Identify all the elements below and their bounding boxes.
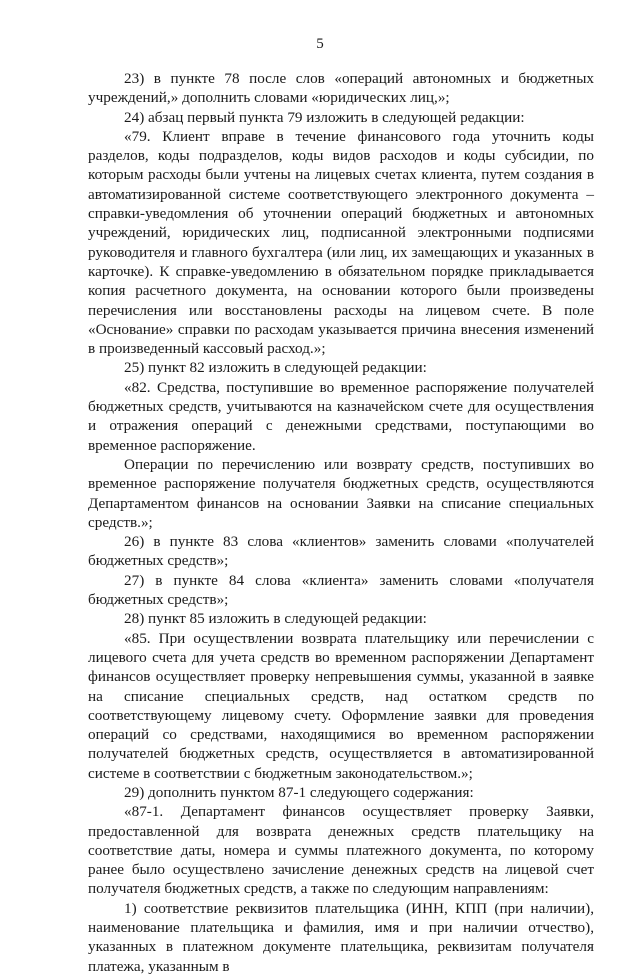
paragraph-clause-87-1: «87-1. Департамент финансов осуществляет проверку Заявки, предоставленной для возврата денежных средств плательщику на соответствие даты, номера и суммы платежного документа, по которому ранее было осуществлено зачисление денежных средств на лицевой счет получателя бюджетных средств, а также по следующим направлениям: [88,803,594,898]
paragraph-item-24: 24) абзац первый пункта 79 изложить в следующей редакции: [124,108,525,126]
document-body [88,69,594,976]
paragraph-item-26: 26) в пункте 83 слова «клиентов» заменить словами «получателей бюджетных средств»; [88,533,594,570]
paragraph-clause-82-cont: Операции по перечислению или возврату средств, поступивших во временное распоряжение получателя бюджетных средств, осуществляются Департаментом финансов на основании Заявки на списание специальных средств.»; [88,455,594,531]
paragraph-item-28: 28) пункт 85 изложить в следующей редакции: [124,610,427,628]
page-number: 5 [316,36,324,52]
paragraph-clause-79: «79. Клиент вправе в течение финансового года уточнить коды разделов, коды подразделов, коды видов расходов и коды субсидии, по которым расходы были учтены на лицевых счетах клиента, путем создания в автоматизированной системе соответствующего электронного документа – справки-уведомления об уточнении операций бюджетных и автономных учреждений, юридических лиц, подписанной электронными подписями руководителя и главного бухгалтера (или лиц, их замещающих и указанных в карточке). К справке-уведомлению в обязательном порядке прикладывается копия расчетного документа, на основании которого были произведены перечисления или восстановлены расходы на лицевом счете. В поле «Основание» справки по расходам указывается причина внесения изменений в произведенный кассовый расход.»; [88,127,594,358]
paragraph-item-27: 27) в пункте 84 слова «клиента» заменить словами «получателя бюджетных средств»; [88,571,594,609]
paragraph-subitem-1: 1) соответствие реквизитов плательщика (ИНН, КПП (при наличии), наименование плательщика и фамилия, имя и при наличии отчество), указанных в платежном документе плательщика, реквизитам получателя платежа, указанным в [88,899,594,975]
paragraph-item-25: 25) пункт 82 изложить в следующей редакции: [124,359,427,377]
paragraph-clause-82: «82. Средства, поступившие во временное распоряжение получателей бюджетных средств, учитываются на казначейском счете для осуществления и отражения операций с денежными средствами, поступающими во временное распоряжение. [88,378,594,454]
paragraph-clause-85: «85. При осуществлении возврата плательщику или перечислении с лицевого счета для учета средств во временном распоряжении Департамент финансов осуществляет проверку непревышения суммы, указанной в заявке на списание специальных средств, над остатком средств по соответствующему лицевому счету. Оформление заявки для проведения операций со средствами, находящимися во временном распоряжении получателей бюджетных средств, осуществляется в автоматизированной системе в соответствии с бюджетным законодательством.»; [88,629,594,782]
paragraph-item-23: 23) в пункте 78 после слов «операций автономных и бюджетных учреждений,» дополнить словами «юридических лиц,»; [88,70,594,107]
paragraph-item-29: 29) дополнить пунктом 87-1 следующего содержания: [124,783,474,801]
